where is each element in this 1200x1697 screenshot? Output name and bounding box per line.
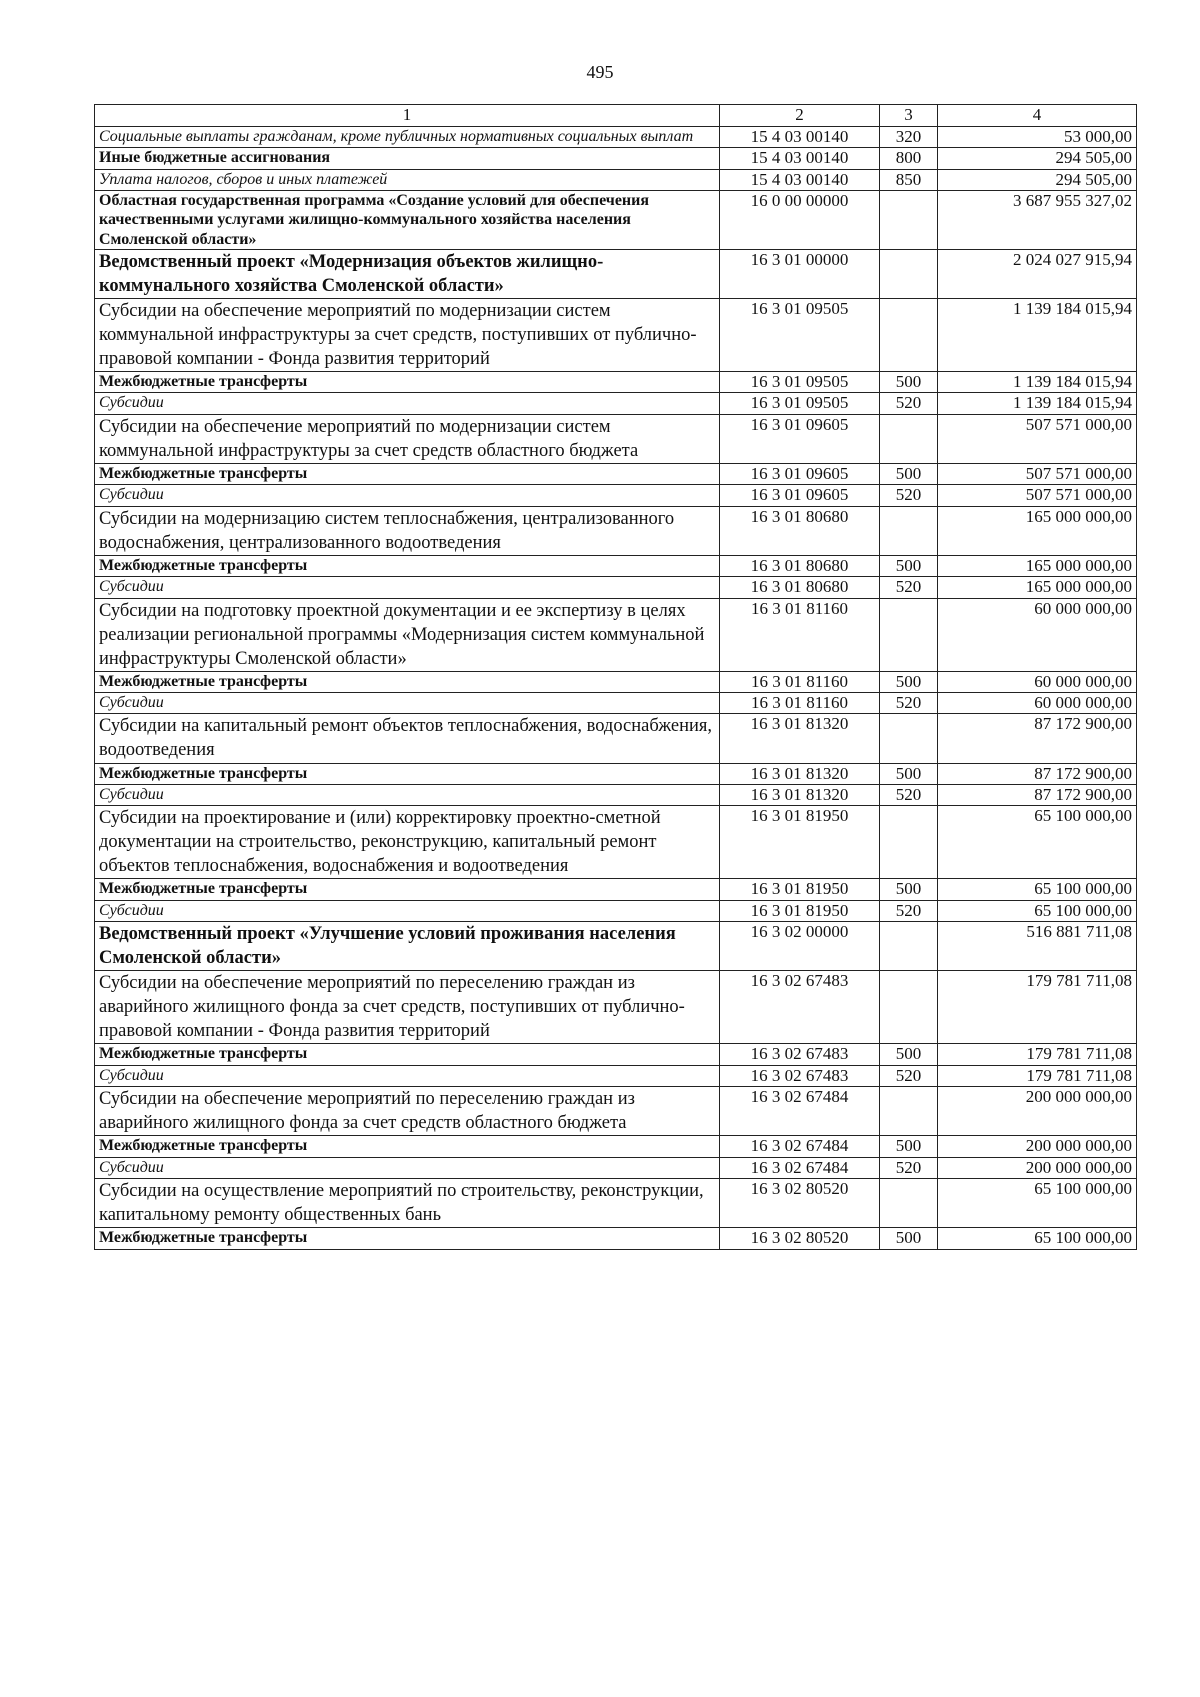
row-code-cell: 15 4 03 00140	[720, 148, 880, 169]
table-row	[95, 148, 1137, 169]
row-type-cell	[880, 971, 938, 1044]
row-name-cell: Социальные выплаты гражданам, кроме публичных нормативных социальных выплат	[95, 127, 720, 148]
row-type-cell: 520	[880, 1065, 938, 1086]
row-type-cell	[880, 598, 938, 671]
row-name-cell: Ведомственный проект «Улучшение условий проживания населения Смоленской области»	[95, 922, 720, 971]
row-name-cell: Субсидии	[95, 1065, 720, 1086]
budget-table-container	[94, 104, 1136, 1250]
table-row	[95, 1157, 1137, 1178]
table-row	[95, 1228, 1137, 1249]
row-name-cell: Областная государственная программа «Создание условий для обеспечения качественными услугами жилищно-коммунального хозяйства населения Смоленской области»	[95, 191, 720, 250]
row-type-cell	[880, 249, 938, 298]
row-type-cell: 520	[880, 784, 938, 805]
row-code-cell: 16 3 01 09505	[720, 371, 880, 392]
table-body	[95, 127, 1137, 1250]
row-amount-cell: 507 571 000,00	[938, 463, 1137, 484]
row-name-cell: Субсидии	[95, 393, 720, 414]
row-name-cell: Субсидии на обеспечение мероприятий по модернизации систем коммунальной инфраструктуры за счет средств областного бюджета	[95, 414, 720, 463]
row-code-cell: 16 3 01 09605	[720, 414, 880, 463]
row-type-cell: 320	[880, 127, 938, 148]
column-header-amount: 4	[938, 105, 1137, 127]
row-type-cell: 500	[880, 371, 938, 392]
row-code-cell: 16 3 01 81950	[720, 806, 880, 879]
table-row	[95, 393, 1137, 414]
row-amount-cell: 65 100 000,00	[938, 1228, 1137, 1249]
row-name-cell: Субсидии	[95, 577, 720, 598]
row-type-cell: 500	[880, 1136, 938, 1157]
column-header-type: 3	[880, 105, 938, 127]
table-row	[95, 879, 1137, 900]
row-amount-cell: 65 100 000,00	[938, 806, 1137, 879]
row-type-cell	[880, 1179, 938, 1228]
row-code-cell: 16 3 01 09605	[720, 485, 880, 506]
row-amount-cell: 179 781 711,08	[938, 971, 1137, 1044]
row-code-cell: 16 3 01 09505	[720, 393, 880, 414]
row-name-cell: Межбюджетные трансферты	[95, 879, 720, 900]
row-code-cell: 16 3 01 09505	[720, 298, 880, 371]
table-row	[95, 1087, 1137, 1136]
row-code-cell: 15 4 03 00140	[720, 127, 880, 148]
row-code-cell: 16 3 02 80520	[720, 1228, 880, 1249]
row-code-cell: 16 3 01 81950	[720, 900, 880, 921]
row-amount-cell: 507 571 000,00	[938, 485, 1137, 506]
row-name-cell: Субсидии	[95, 485, 720, 506]
row-amount-cell: 87 172 900,00	[938, 763, 1137, 784]
row-type-cell: 520	[880, 485, 938, 506]
row-amount-cell: 200 000 000,00	[938, 1136, 1137, 1157]
row-name-cell: Субсидии на обеспечение мероприятий по переселению граждан из аварийного жилищного фонда за счет средств областного бюджета	[95, 1087, 720, 1136]
table-row	[95, 1065, 1137, 1086]
row-type-cell: 500	[880, 671, 938, 692]
row-type-cell	[880, 1087, 938, 1136]
table-row	[95, 1179, 1137, 1228]
row-amount-cell: 60 000 000,00	[938, 693, 1137, 714]
row-amount-cell: 65 100 000,00	[938, 879, 1137, 900]
row-amount-cell: 53 000,00	[938, 127, 1137, 148]
row-amount-cell: 2 024 027 915,94	[938, 249, 1137, 298]
row-name-cell: Межбюджетные трансферты	[95, 555, 720, 576]
row-type-cell: 500	[880, 879, 938, 900]
table-row	[95, 598, 1137, 671]
row-name-cell: Субсидии на проектирование и (или) корректировку проектно-сметной документации на строительство, реконструкцию, капитальный ремонт объектов теплоснабжения, водоснабжения и водоотведения	[95, 806, 720, 879]
row-type-cell: 500	[880, 1044, 938, 1065]
row-code-cell: 16 0 00 00000	[720, 191, 880, 250]
row-code-cell: 16 3 02 67483	[720, 1044, 880, 1065]
row-name-cell: Межбюджетные трансферты	[95, 371, 720, 392]
table-row	[95, 806, 1137, 879]
row-name-cell: Межбюджетные трансферты	[95, 463, 720, 484]
row-type-cell	[880, 506, 938, 555]
row-name-cell: Уплата налогов, сборов и иных платежей	[95, 169, 720, 190]
column-header-name: 1	[95, 105, 720, 127]
row-code-cell: 16 3 01 80680	[720, 577, 880, 598]
row-amount-cell: 165 000 000,00	[938, 506, 1137, 555]
row-name-cell: Субсидии	[95, 1157, 720, 1178]
row-code-cell: 15 4 03 00140	[720, 169, 880, 190]
row-name-cell: Межбюджетные трансферты	[95, 763, 720, 784]
row-name-cell: Субсидии на модернизацию систем теплоснабжения, централизованного водоснабжения, централизованного водоотведения	[95, 506, 720, 555]
row-code-cell: 16 3 02 67484	[720, 1087, 880, 1136]
row-amount-cell: 87 172 900,00	[938, 714, 1137, 763]
row-name-cell: Ведомственный проект «Модернизация объектов жилищно-коммунального хозяйства Смоленской области»	[95, 249, 720, 298]
table-row	[95, 1136, 1137, 1157]
row-amount-cell: 65 100 000,00	[938, 1179, 1137, 1228]
row-code-cell: 16 3 02 67483	[720, 1065, 880, 1086]
row-amount-cell: 87 172 900,00	[938, 784, 1137, 805]
row-name-cell: Субсидии на обеспечение мероприятий по переселению граждан из аварийного жилищного фонда за счет средств, поступивших от публично-правовой компании - Фонда развития территорий	[95, 971, 720, 1044]
table-row	[95, 298, 1137, 371]
row-type-cell: 520	[880, 577, 938, 598]
row-type-cell: 500	[880, 555, 938, 576]
row-code-cell: 16 3 02 00000	[720, 922, 880, 971]
row-code-cell: 16 3 01 81160	[720, 693, 880, 714]
row-amount-cell: 200 000 000,00	[938, 1087, 1137, 1136]
row-type-cell: 520	[880, 900, 938, 921]
row-amount-cell: 1 139 184 015,94	[938, 371, 1137, 392]
row-type-cell: 800	[880, 148, 938, 169]
row-amount-cell: 165 000 000,00	[938, 577, 1137, 598]
table-row	[95, 693, 1137, 714]
row-code-cell: 16 3 02 67484	[720, 1157, 880, 1178]
row-code-cell: 16 3 01 81160	[720, 598, 880, 671]
row-name-cell: Межбюджетные трансферты	[95, 671, 720, 692]
table-row	[95, 763, 1137, 784]
row-code-cell: 16 3 01 81320	[720, 784, 880, 805]
table-row	[95, 127, 1137, 148]
table-row	[95, 714, 1137, 763]
row-name-cell: Межбюджетные трансферты	[95, 1136, 720, 1157]
row-code-cell: 16 3 01 81320	[720, 714, 880, 763]
row-type-cell: 520	[880, 693, 938, 714]
table-row	[95, 463, 1137, 484]
row-type-cell: 520	[880, 393, 938, 414]
row-code-cell: 16 3 01 81320	[720, 763, 880, 784]
row-type-cell	[880, 806, 938, 879]
row-type-cell	[880, 922, 938, 971]
row-type-cell	[880, 714, 938, 763]
page-number: 495	[586, 62, 614, 82]
table-row	[95, 555, 1137, 576]
row-code-cell: 16 3 02 80520	[720, 1179, 880, 1228]
row-code-cell: 16 3 02 67484	[720, 1136, 880, 1157]
budget-table	[94, 104, 1137, 1250]
row-amount-cell: 294 505,00	[938, 148, 1137, 169]
row-name-cell: Субсидии	[95, 693, 720, 714]
row-name-cell: Субсидии	[95, 900, 720, 921]
column-header-code: 2	[720, 105, 880, 127]
table-row	[95, 971, 1137, 1044]
row-type-cell: 500	[880, 763, 938, 784]
row-code-cell: 16 3 01 00000	[720, 249, 880, 298]
row-code-cell: 16 3 01 81160	[720, 671, 880, 692]
row-type-cell: 520	[880, 1157, 938, 1178]
row-amount-cell: 507 571 000,00	[938, 414, 1137, 463]
row-type-cell: 500	[880, 463, 938, 484]
row-name-cell: Субсидии	[95, 784, 720, 805]
row-amount-cell: 60 000 000,00	[938, 671, 1137, 692]
row-amount-cell: 1 139 184 015,94	[938, 393, 1137, 414]
row-type-cell	[880, 414, 938, 463]
table-row	[95, 191, 1137, 250]
row-type-cell	[880, 191, 938, 250]
row-amount-cell: 165 000 000,00	[938, 555, 1137, 576]
row-name-cell: Межбюджетные трансферты	[95, 1228, 720, 1249]
row-name-cell: Субсидии на капитальный ремонт объектов теплоснабжения, водоснабжения, водоотведения	[95, 714, 720, 763]
row-amount-cell: 60 000 000,00	[938, 598, 1137, 671]
table-row	[95, 577, 1137, 598]
table-row	[95, 371, 1137, 392]
table-row	[95, 900, 1137, 921]
row-amount-cell: 516 881 711,08	[938, 922, 1137, 971]
row-amount-cell: 3 687 955 327,02	[938, 191, 1137, 250]
row-amount-cell: 1 139 184 015,94	[938, 298, 1137, 371]
row-type-cell: 850	[880, 169, 938, 190]
table-row	[95, 1044, 1137, 1065]
row-name-cell: Субсидии на обеспечение мероприятий по модернизации систем коммунальной инфраструктуры за счет средств, поступивших от публично-правовой компании - Фонда развития территорий	[95, 298, 720, 371]
row-code-cell: 16 3 01 80680	[720, 506, 880, 555]
row-amount-cell: 179 781 711,08	[938, 1044, 1137, 1065]
row-code-cell: 16 3 01 81950	[720, 879, 880, 900]
table-row	[95, 671, 1137, 692]
row-name-cell: Субсидии на осуществление мероприятий по строительству, реконструкции, капитальному ремонту общественных бань	[95, 1179, 720, 1228]
row-amount-cell: 179 781 711,08	[938, 1065, 1137, 1086]
row-name-cell: Межбюджетные трансферты	[95, 1044, 720, 1065]
row-name-cell: Иные бюджетные ассигнования	[95, 148, 720, 169]
row-name-cell: Субсидии на подготовку проектной документации и ее экспертизу в целях реализации региональной программы «Модернизация систем коммунальной инфраструктуры Смоленской области»	[95, 598, 720, 671]
table-row	[95, 169, 1137, 190]
table-row	[95, 485, 1137, 506]
table-row	[95, 414, 1137, 463]
table-row	[95, 249, 1137, 298]
row-type-cell: 500	[880, 1228, 938, 1249]
row-code-cell: 16 3 02 67483	[720, 971, 880, 1044]
column-header-row	[95, 105, 1137, 127]
table-row	[95, 922, 1137, 971]
table-row	[95, 506, 1137, 555]
row-code-cell: 16 3 01 80680	[720, 555, 880, 576]
table-row	[95, 784, 1137, 805]
row-amount-cell: 200 000 000,00	[938, 1157, 1137, 1178]
row-type-cell	[880, 298, 938, 371]
row-code-cell: 16 3 01 09605	[720, 463, 880, 484]
row-amount-cell: 65 100 000,00	[938, 900, 1137, 921]
row-amount-cell: 294 505,00	[938, 169, 1137, 190]
